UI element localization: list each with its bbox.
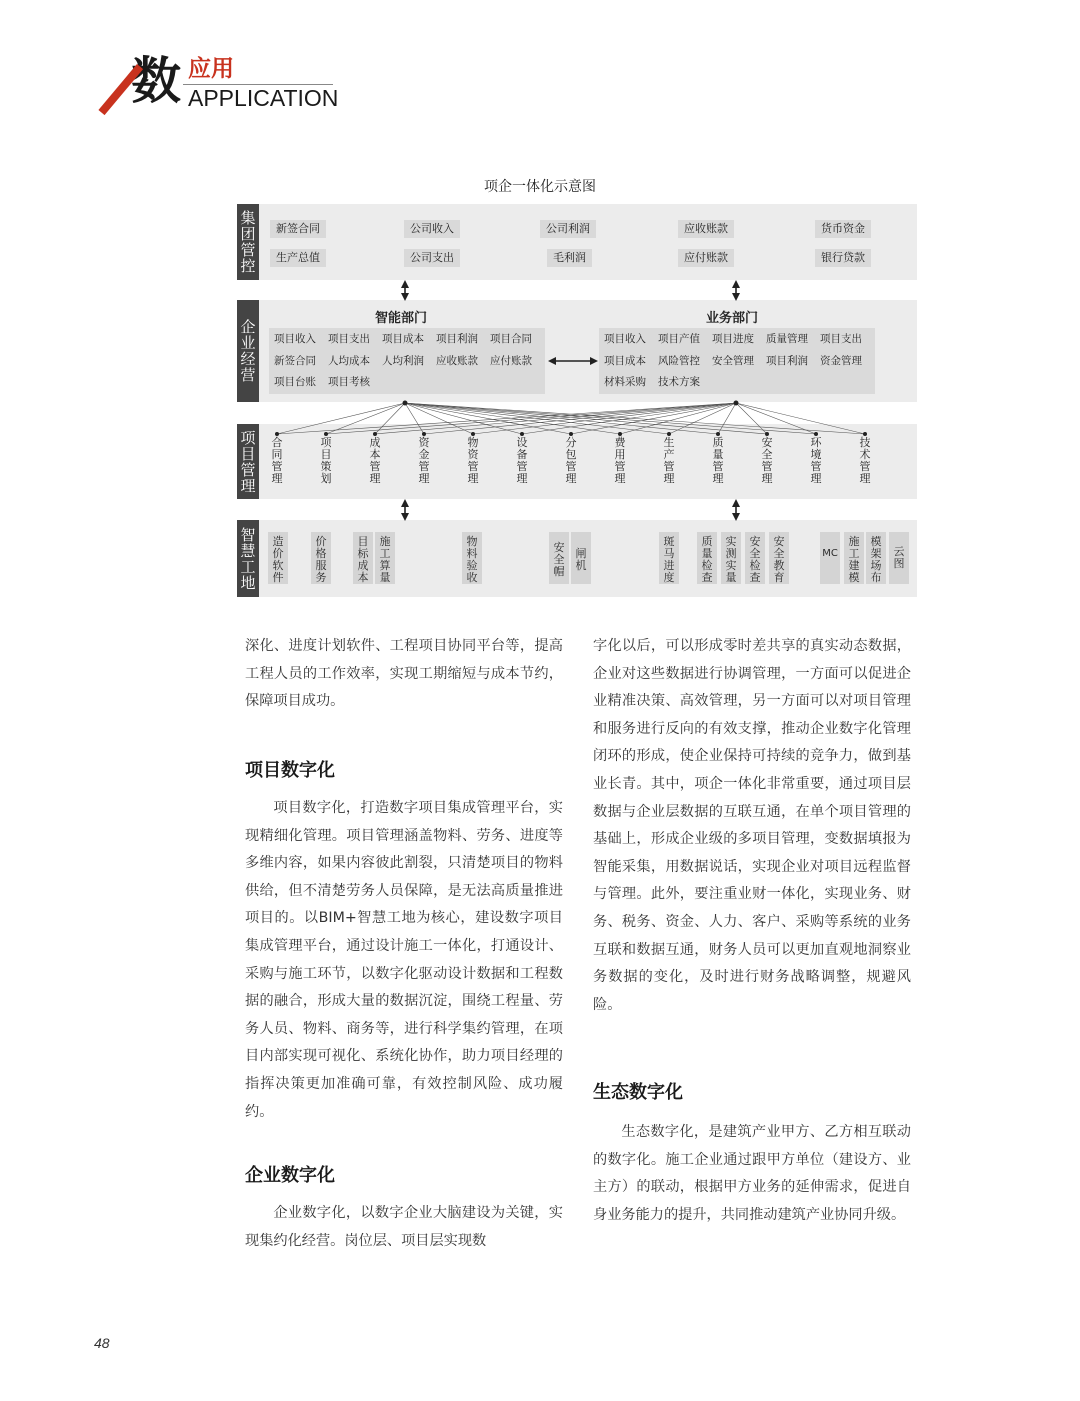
chip: 公司支出 <box>404 249 460 267</box>
panel-item: 项目支出 <box>328 333 370 345</box>
chip: 公司利润 <box>540 220 596 238</box>
panel-item: 新签合同 <box>274 355 316 367</box>
site-chip: 目标成本 <box>353 532 373 584</box>
project-item: 生产管理 <box>663 436 675 485</box>
band-label: 项目管理 <box>237 424 259 499</box>
project-item: 合同管理 <box>271 436 283 485</box>
para-project-digital: 项目数字化，打造数字项目集成管理平台，实现精细化管理。项目管理涵盖物料、劳务、进度等多维内容，如果内容彼此割裂，只清楚项目的物料供给，但不清楚劳务人员保障，是无法高质量推进项目的。以BIM+智慧工地为核心，建设数字项目集成管理平台，通过设计施工一体化，打通设计、采购与施工环节，以数字化驱动设计数据和工程数据的融合，形成大量的数据沉淀，围绕工程量、劳务人员、物料、商务等，进行科学集约管理，在项目内部实现可视化、系统化协作，助力项目经理的指挥决策更加准确可靠，有效控制风险、成功履约。 <box>245 800 563 1120</box>
band-group-control <box>237 204 917 280</box>
site-chip: 模架场布 <box>866 532 886 584</box>
panel-item: 项目进度 <box>712 333 754 345</box>
panel-item: 人均成本 <box>328 355 370 367</box>
panel-item: 应付账款 <box>490 355 532 367</box>
panel-item: 项目支出 <box>820 333 862 345</box>
panel-business-dept <box>599 328 875 394</box>
left-intro: 深化、进度计划软件、工程项目协同平台等，提高工程人员的工作效率，实现工期缩短与成本节约，保障项目成功。 <box>245 638 563 710</box>
band-project-management <box>237 424 917 499</box>
project-item: 设备管理 <box>516 436 528 485</box>
dept-title-business: 业务部门 <box>706 311 759 326</box>
site-chip: 实测实量 <box>721 532 741 584</box>
panel-item: 应收账款 <box>436 355 478 367</box>
site-chip: MC <box>820 532 840 584</box>
page-number: 48 <box>94 1335 110 1351</box>
dept-title-smart: 智能部门 <box>375 311 428 326</box>
panel-smart-dept <box>269 328 545 394</box>
panel-item: 资金管理 <box>820 355 862 367</box>
site-chip: 安全帽 <box>549 532 569 584</box>
site-chip: 质量检查 <box>697 532 717 584</box>
para-eco-digital: 生态数字化，是建筑产业甲方、乙方相互联动的数字化。施工企业通过跟甲方单位（建设方、业主方）的联动，根据甲方业务的延伸需求，促进自身业务能力的提升，共同推动建筑产业协同升级。 <box>593 1124 911 1223</box>
project-item: 环境管理 <box>810 436 822 485</box>
project-item: 资金管理 <box>418 436 430 485</box>
panel-item: 项目收入 <box>604 333 646 345</box>
site-chip: 安全检查 <box>745 532 765 584</box>
panel-item: 安全管理 <box>712 355 754 367</box>
project-item: 物资管理 <box>467 436 479 485</box>
heading-project-digital: 项目数字化 <box>245 760 335 781</box>
chip: 应收账款 <box>678 220 734 238</box>
chip: 公司收入 <box>404 220 460 238</box>
section-logo <box>131 52 181 110</box>
panel-item: 技术方案 <box>658 376 700 388</box>
band-enterprise-operation <box>237 300 917 402</box>
site-chip: 闸机 <box>571 532 591 584</box>
panel-item: 项目考核 <box>328 376 370 388</box>
chip: 货币资金 <box>815 220 871 238</box>
para-enterprise-digital: 企业数字化，以数字企业大脑建设为关键，实现集约化经营。岗位层、项目层实现数 <box>245 1205 563 1249</box>
panel-item: 项目产值 <box>658 333 700 345</box>
heading-enterprise-digital: 企业数字化 <box>245 1165 335 1186</box>
project-item: 分包管理 <box>565 436 577 485</box>
site-chip: 价格服务 <box>311 532 331 584</box>
project-item: 技术管理 <box>859 436 871 485</box>
site-chip: 物料验收 <box>462 532 482 584</box>
right-para-continued: 字化以后，可以形成零时差共享的真实动态数据，企业对这些数据进行协调管理，一方面可以促进企业精准决策、高效管理，另一方面可以对项目管理和服务进行反向的有效支撑，推动企业数字化管理闭环的形成，使企业保持可持续的竞争力，做到基业长青。其中，项企一体化非常重要，通过项目层数据与企业层数据的互联互通，在单个项目管理的基础上，形成企业级的多项目管理，变数据填报为智能采集，用数据说话，实现企业对项目远程监督与管理。此外，要注重业财一体化，实现业务、财务、税务、资金、人力、客户、采购等系统的业务互联和数据互通，财务人员可以更加直观地洞察业务数据的变化，及时进行财务战略调整，规避风险。 <box>593 638 911 1013</box>
site-chip: 施工建模 <box>844 532 864 584</box>
panel-item: 材料采购 <box>604 376 646 388</box>
chip: 银行贷款 <box>815 249 871 267</box>
site-chip: 云图 <box>889 532 909 584</box>
panel-item: 项目合同 <box>490 333 532 345</box>
project-item: 安全管理 <box>761 436 773 485</box>
panel-item: 人均利润 <box>382 355 424 367</box>
site-chip: 施工算量 <box>375 532 395 584</box>
panel-item: 风险管控 <box>658 355 700 367</box>
diagram-title: 项企一体化示意图 <box>484 179 596 195</box>
band-label: 企业经营 <box>237 300 259 402</box>
panel-item: 项目成本 <box>604 355 646 367</box>
chip: 毛利润 <box>547 249 592 267</box>
panel-item: 项目利润 <box>766 355 808 367</box>
site-chip: 造价软件 <box>268 532 288 584</box>
panel-item: 项目收入 <box>274 333 316 345</box>
project-item: 费用管理 <box>614 436 626 485</box>
band-smart-site <box>237 520 917 597</box>
panel-item: 项目利润 <box>436 333 478 345</box>
site-chip: 斑马进度 <box>659 532 679 584</box>
section-title-en: APPLICATION <box>188 85 339 111</box>
site-chip: 安全教育 <box>769 532 789 584</box>
panel-item: 项目成本 <box>382 333 424 345</box>
chip: 应付账款 <box>678 249 734 267</box>
panel-item: 项目台账 <box>274 376 316 388</box>
heading-eco-digital: 生态数字化 <box>593 1082 683 1103</box>
logo-char: 数 <box>131 52 181 110</box>
panel-item: 质量管理 <box>766 333 808 345</box>
chip: 生产总值 <box>270 249 326 267</box>
project-item: 项目策划 <box>320 436 332 485</box>
chip: 新签合同 <box>270 220 326 238</box>
band-label: 集团管控 <box>237 204 259 280</box>
project-item: 成本管理 <box>369 436 381 485</box>
band-label: 智慧工地 <box>237 520 259 597</box>
section-title-cn: 应用 <box>188 56 234 82</box>
project-item: 质量管理 <box>712 436 724 485</box>
